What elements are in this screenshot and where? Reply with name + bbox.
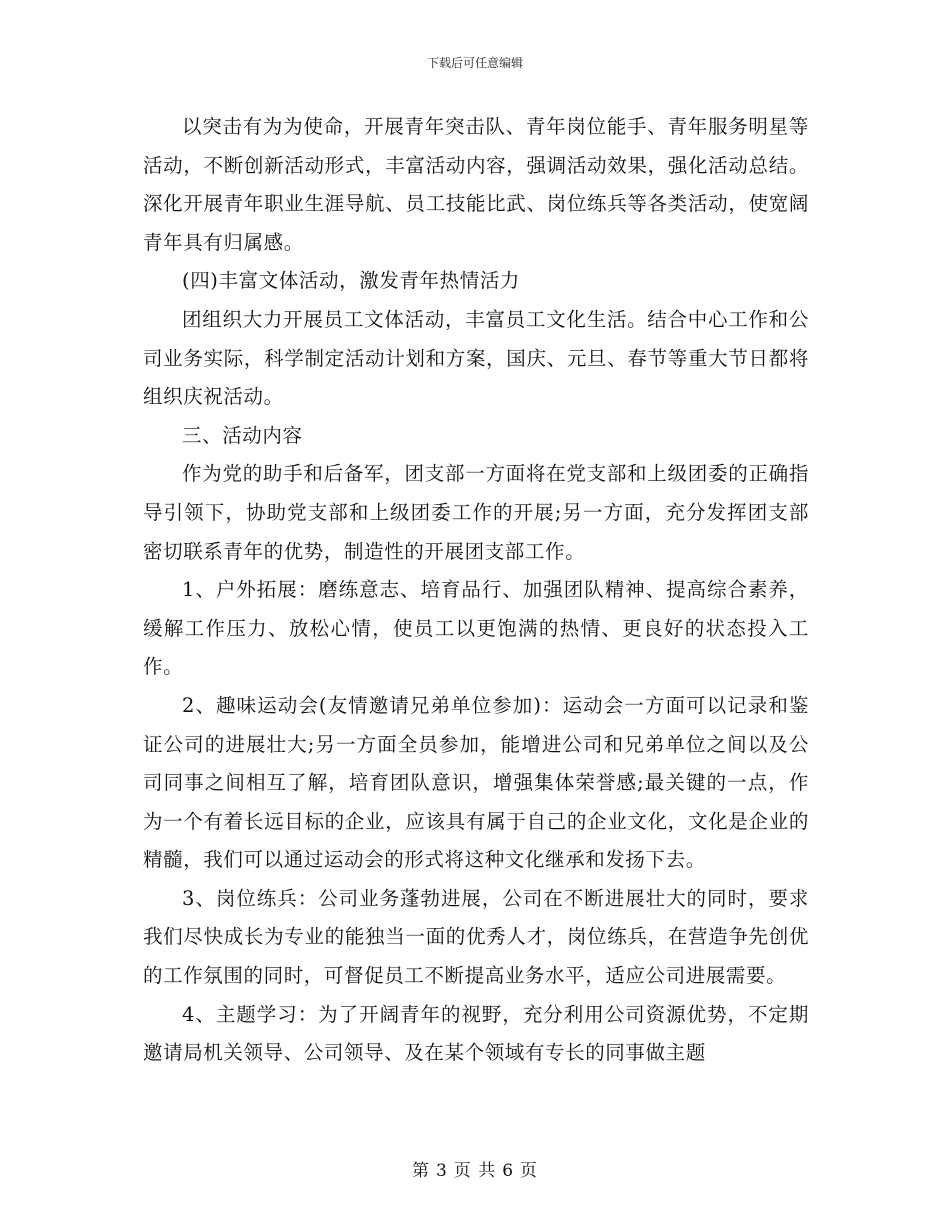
paragraph-1: 以突击有为为使命，开展青年突击队、青年岗位能手、青年服务明星等活动，不断创新活动形式，丰富活动内容，强调活动效果，强化活动总结。深化开展青年职业生涯导航、员工技能比武、岗位练兵等各类活动，使宽阔青年具有归属感。	[143, 115, 809, 254]
section-heading-3: 三、活动内容	[182, 423, 303, 447]
footer-total-pages: 6	[502, 1161, 515, 1181]
item-outdoor: 1、户外拓展：磨练意志、培育品行、加强团队精神、提高综合素养，缓解工作压力、放松心情，使员工以更饱满的热情、更良好的状态投入工作。	[143, 578, 809, 679]
footer-prefix: 第	[411, 1161, 430, 1181]
paragraph-3: 作为党的助手和后备军，团支部一方面将在党支部和上级团委的正确指导引领下，协助党支部和上级团委工作的开展;另一方面，充分发挥团支部密切联系青年的优势，制造性的开展团支部工作。	[143, 462, 809, 563]
footer-mid: 页 共	[453, 1161, 497, 1181]
footer-suffix: 页	[520, 1161, 539, 1181]
section-heading-4: (四)丰富文体活动，激发青年热情活力	[182, 269, 521, 293]
page-header: 下载后可任意编辑	[426, 56, 523, 70]
item-sports-meet: 2、趣味运动会(友情邀请兄弟单位参加)：运动会一方面可以记录和鉴证公司的进展壮大;另一方面全员参加，能增进公司和兄弟单位之间以及公司同事之间相互了解，培育团队意识，增强集体荣誉感;最关键的一点，作为一个有着长远目标的企业，应该具有属于自己的企业文化，文化是企业的精髓，我们可以通过运动会的形式将这种文化继承和发扬下去。	[143, 693, 809, 872]
document-body	[143, 108, 809, 1073]
paragraph-2: 团组织大力开展员工文体活动，丰富员工文化生活。结合中心工作和公司业务实际，科学制定活动计划和方案，国庆、元旦、春节等重大节日都将组织庆祝活动。	[143, 307, 809, 409]
item-job-training: 3、岗位练兵：公司业务蓬勃进展，公司在不断进展壮大的同时，要求我们尽快成长为专业的能独当一面的优秀人才，岗位练兵，在营造争先创优的工作氛围的同时，可督促员工不断提高业务水平，适应公司进展需要。	[143, 886, 809, 988]
footer-current-page: 3	[435, 1161, 448, 1181]
page-footer	[0, 1156, 950, 1181]
item-theme-study: 4、主题学习：为了开阔青年的视野，充分利用公司资源优势，不定期邀请局机关领导、公司领导、及在某个领域有专长的同事做主题	[143, 1002, 809, 1065]
